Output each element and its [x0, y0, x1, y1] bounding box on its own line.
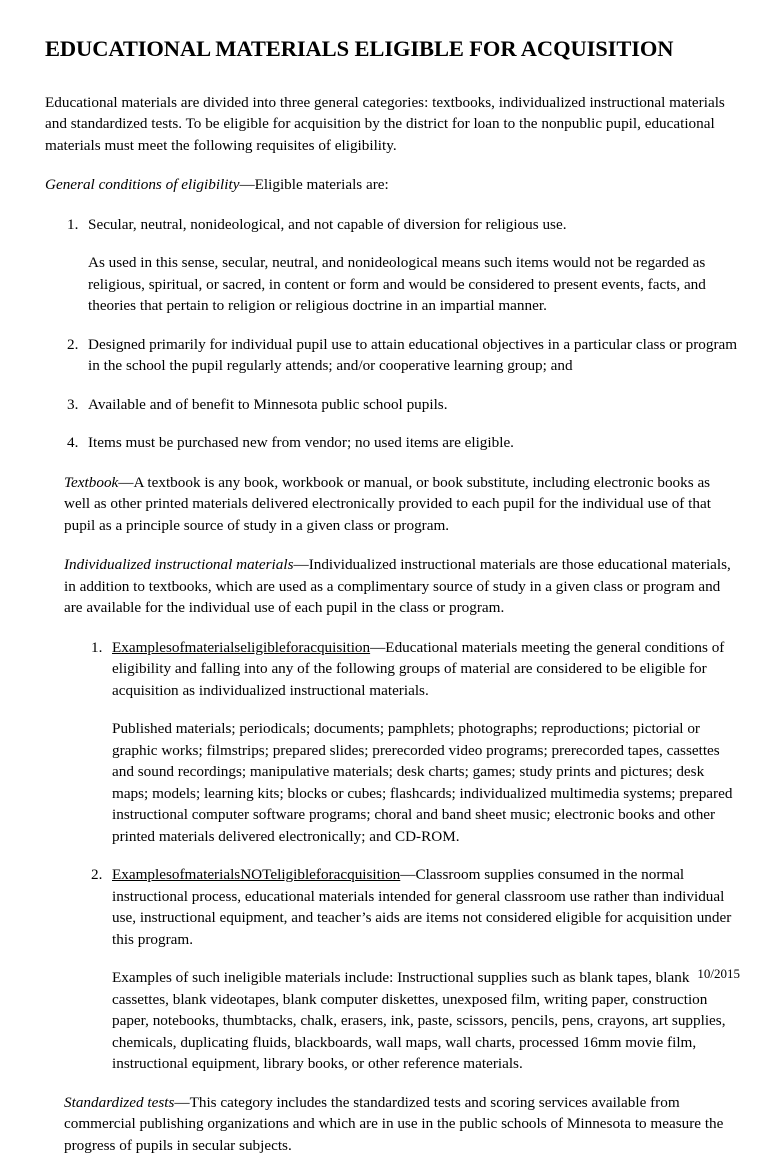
list-item: [45, 864, 740, 1075]
not-eligible-examples-text: Classroom supplies consumed in the normal instructional process, educational materials intended for general classroom use rather than individual use, instructional equipment, and teacher’s aids are items not considered eligible for acquisition under this program.: [112, 866, 732, 948]
standardized-tests-term: Standardized tests: [64, 1093, 175, 1111]
individualized-examples-list: [45, 637, 740, 1075]
textbook-definition: A textbook is any book, workbook or manual, or book substitute, including electronic books as well as other printed materials delivered electronically provided to each pupil for the individual use of that pupil as a principle source of study in a given class or program.: [64, 473, 711, 534]
em-dash: —: [174, 1093, 190, 1111]
list-item-text: [112, 864, 740, 950]
list-item: [45, 432, 740, 454]
intro-paragraph: Educational materials are divided into three general categories: textbooks, individualized instructional materials and standardized tests. To be eligible for acquisition by the district for loan to the nonpublic pupil, educational materials must meet the following requisites of eligibility.: [45, 93, 725, 154]
eligible-examples-text: Educational materials meeting the general conditions of eligibility and falling into any of the following groups of material are considered to be eligible for acquisition as individualized instructional materials.: [112, 638, 725, 699]
list-item: [45, 637, 740, 848]
general-conditions-term: General conditions of eligibility: [45, 176, 240, 194]
standardized-tests-definition: This category includes the standardized tests and scoring services available from commercial publishing organizations and which are in use in the public schools of Minnesota to measure the progress of pupils in secular subjects.: [64, 1093, 724, 1154]
list-marker: 1.: [67, 215, 79, 233]
list-marker: 2.: [91, 866, 103, 884]
footer-date: 10/2015: [697, 966, 740, 981]
list-item-text: Available and of benefit to Minnesota public school pupils.: [88, 395, 448, 413]
document-body: [45, 92, 740, 1156]
list-item-text: [112, 637, 740, 702]
em-dash: —: [118, 473, 134, 491]
em-dash: —: [370, 638, 386, 656]
general-conditions-list: [45, 214, 740, 454]
standardized-tests-paragraph: [64, 1092, 740, 1156]
list-item-text: Items must be purchased new from vendor; no used items are eligible.: [88, 434, 514, 452]
em-dash: —: [239, 176, 255, 194]
textbook-definition-paragraph: [64, 472, 740, 537]
individualized-definition-paragraph: [64, 554, 740, 619]
em-dash: —: [293, 556, 309, 574]
list-item-text: Secular, neutral, nonideological, and not capable of diversion for religious use.: [88, 215, 567, 233]
individualized-term: Individualized instructional materials: [64, 556, 294, 574]
general-conditions-heading: [45, 174, 740, 196]
list-item: [45, 394, 740, 416]
list-item: [45, 214, 740, 317]
general-conditions-lead-in: Eligible materials are:: [254, 176, 389, 194]
em-dash: —: [400, 866, 416, 884]
eligible-examples-term: Examplesofmaterialseligibleforacquisition: [112, 638, 371, 656]
list-item-text: Designed primarily for individual pupil use to attain educational objectives in a particular class or program in the school the pupil regularly attends; and/or cooperative learning group; and: [88, 335, 738, 375]
list-item-subparagraph: Published materials; periodicals; documents; pamphlets; photographs; reproductions; pictorial or graphic works; filmstrips; prepared slides; prerecorded video programs; prerecorded tapes, cassettes and sound recordings; manipulative materials; desk charts; games; study prints and pictures; desk maps; models; learning kits; blocks or cubes; flashcards; individualized multimedia systems; prepared instructional computer software programs; choral and band sheet music; electronic books and other printed materials delivered electronically; and CD-ROM.: [112, 720, 733, 845]
list-marker: 4.: [67, 434, 79, 452]
list-item-subparagraph: As used in this sense, secular, neutral, and nonideological means such items would not be regarded as religious, spiritual, or sacred, in content or form and would be considered to present events, facts, and theories that pertain to religion or religious doctrine in an impartial manner.: [88, 254, 706, 315]
list-marker: 1.: [91, 638, 103, 656]
list-item-subparagraph: Examples of such ineligible materials include: Instructional supplies such as blank tapes, blank cassettes, blank videotapes, blank computer diskettes, unexposed film, writing paper, construction paper, notebooks, thumbtacks, chalk, erasers, ink, paste, scissors, pencils, pens, crayons, art supplies, chemicals, duplicating fluids, blackboards, wall maps, wall charts, processed 16mm movie film, instructional equipment, library books, or other reference materials.: [112, 969, 726, 1073]
individualized-definition: Individualized instructional materials are those educational materials, in addition to textbooks, which are used as a complimentary source of study in a given class or program and are available for the individual use of each pupil in the class or program.: [64, 556, 731, 617]
not-eligible-examples-term: ExamplesofmaterialsNOTeligibleforacquisition: [112, 866, 401, 884]
page-title: EDUCATIONAL MATERIALS ELIGIBLE FOR ACQUISITION: [45, 36, 674, 61]
list-item: [45, 334, 740, 377]
list-marker: 2.: [67, 335, 79, 353]
list-marker: 3.: [67, 395, 79, 413]
textbook-term: Textbook: [64, 473, 119, 491]
